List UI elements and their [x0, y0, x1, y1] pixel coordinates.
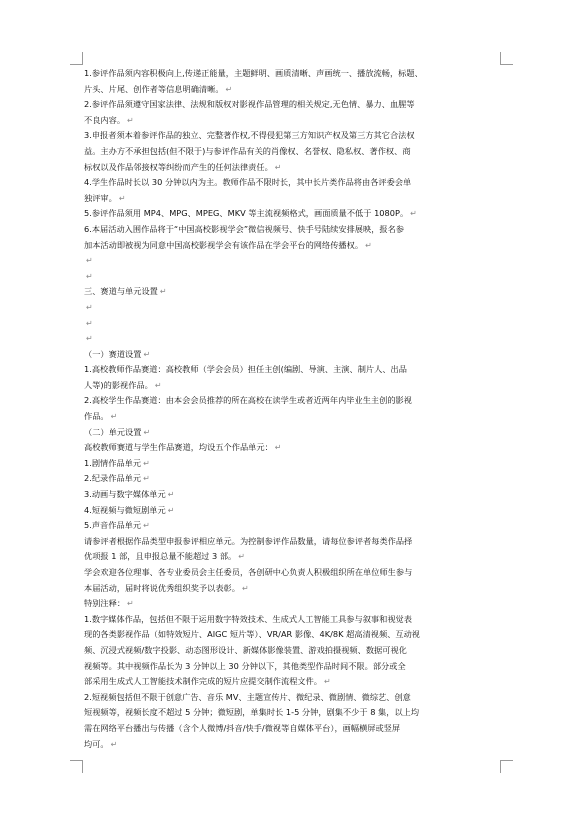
line-text: 本届活动，届时将说优秀组织奖予以表彰。: [84, 582, 240, 593]
crop-mark-bottom-left: [70, 760, 83, 773]
line-text: 三、赛道与单元设置: [84, 286, 158, 297]
line-text: 短视频等，视频长度不超过 5 分钟；微短剧，单集时长 1-5 分钟，剧集不少于 8 集，以上均: [84, 707, 420, 718]
line-text: 3.申报者须本着参评作品的独立、完整著作权,不得侵犯第三方知识产权及第三方其它合法权: [84, 130, 415, 141]
paragraph-mark-icon: ↵: [167, 505, 175, 515]
line-text: 特别注释：: [84, 598, 126, 609]
text-line: [84, 456, 506, 472]
line-text: 1.数字媒体作品，包括但不限于运用数字特效技术、生成式人工智能工具参与叙事和视觉表: [84, 613, 412, 624]
paragraph-mark-icon: ↵: [86, 334, 93, 344]
line-text: 加本活动即被视为同意中国高校影视学会有该作品在学会平台的网络传播权。: [84, 239, 364, 250]
line-text: 1.剧情作品单元: [84, 457, 142, 468]
crop-mark-top-right: [500, 52, 513, 65]
paragraph-mark-icon: ↵: [238, 552, 246, 562]
text-line: [84, 549, 506, 565]
text-line: [84, 581, 506, 597]
text-line: [84, 160, 506, 176]
line-text: 片头、片尾、创作者等信息明确清晰。: [84, 83, 224, 94]
line-text: 学会欢迎各位理事、各专业委员会主任委员，各创研中心负责人积极组织所在单位师生参与: [84, 567, 413, 577]
text-line: [84, 425, 506, 441]
line-text: 独评审。: [84, 192, 117, 203]
text-line: [84, 66, 506, 82]
paragraph-mark-icon: ↵: [86, 302, 93, 312]
text-line: [84, 144, 506, 160]
paragraph-mark-icon: ↵: [410, 209, 417, 219]
line-text: 5.参评作品须用 MP4、MPG、MPEG、MKV 等主流视频格式，画面质量不低于 1080P。: [84, 208, 409, 219]
paragraph-mark-icon: ↵: [86, 318, 93, 328]
paragraph-mark-icon: ↵: [241, 583, 249, 593]
text-line: [84, 362, 506, 378]
line-text: 2.参评作品须遵守国家法律、法规和版权对影视作品管理的相关规定,无色情、暴力、血腥等: [84, 99, 415, 110]
line-text: 需在网络平台播出与传播（含个人微博/抖音/快手/微视等自媒体平台），画幅横屏或竖屏: [84, 722, 401, 733]
line-text: 2.纪录作品单元: [84, 473, 142, 484]
paragraph-mark-icon: ↵: [154, 380, 162, 390]
paragraph-mark-icon: ↵: [127, 599, 134, 609]
text-line: [84, 674, 506, 690]
paragraph-mark-icon: ↵: [159, 287, 167, 297]
text-line: [84, 128, 506, 144]
text-line: [84, 82, 506, 98]
paragraph-mark-icon: ↵: [143, 521, 150, 531]
text-line: [84, 440, 506, 456]
paragraph-mark-icon: ↵: [86, 271, 93, 281]
line-text: （二）单元设置: [84, 426, 142, 437]
paragraph-mark-icon: ↵: [274, 443, 282, 453]
line-text: 人等)的影视作品。: [84, 379, 153, 390]
paragraph-mark-icon: ↵: [143, 474, 150, 484]
text-line: [84, 690, 506, 706]
text-line: [84, 487, 506, 503]
crop-mark-bottom-right: [500, 760, 513, 773]
paragraph-mark-icon: ↵: [274, 162, 282, 172]
text-line: [84, 659, 506, 675]
line-text: 4.短视频与微短剧单元: [84, 504, 166, 515]
paragraph-mark-icon: ↵: [365, 240, 372, 250]
line-text: 5.声音作品单元: [84, 520, 142, 531]
text-line: [84, 721, 506, 737]
text-line: [84, 206, 506, 222]
paragraph-mark-icon: ↵: [324, 677, 331, 687]
text-line: [84, 643, 506, 659]
text-line: [84, 705, 506, 721]
line-text: （一）赛道设置: [84, 348, 142, 359]
text-line: [84, 393, 506, 409]
paragraph-mark-icon: ↵: [86, 256, 93, 266]
text-line: [84, 316, 506, 332]
text-line: [84, 238, 506, 254]
text-line: [84, 97, 506, 113]
line-text: 1.高校教师作品赛道：高校教师（学会会员）担任主创(编剧、导演、主演、制片人、出品: [84, 364, 407, 375]
text-line: [84, 347, 506, 363]
text-line: [84, 534, 506, 550]
document-body[interactable]: [84, 66, 506, 752]
text-line: [84, 612, 506, 628]
text-line: [84, 471, 506, 487]
paragraph-mark-icon: ↵: [110, 412, 118, 422]
text-line: [84, 409, 506, 425]
line-text: 2.高校学生作品赛道：由本会会员推荐的所在高校在读学生或者近两年内毕业生主创的影视: [84, 395, 412, 406]
line-text: 2.短视频包括但不限于创意广告、音乐 MV、主题宣传片、微纪录、微剧情、微综艺、创意: [84, 691, 411, 702]
line-text: 均可。: [84, 738, 109, 749]
paragraph-mark-icon: ↵: [143, 427, 151, 437]
text-line: [84, 175, 506, 191]
line-text: 3.动画与数字媒体单元: [84, 489, 166, 500]
line-text: 请参评者根据作品类型申报参评相应单元。为控制参评作品数量，请每位参评者每类作品择: [84, 535, 413, 546]
text-line: [84, 300, 506, 316]
line-text: 现的各类影视作品（如特效短片、AIGC 短片等）、VR/AR 影像、4K/8K 超高清视频、互动视: [84, 629, 421, 640]
text-line: [84, 331, 506, 347]
line-text: 益。主办方不承担包括(但不限于)与参评作品有关的肖像权、名誉权、隐私权、著作权、商: [84, 145, 411, 156]
text-line: [84, 269, 506, 285]
line-text: 频、沉浸式视频/数字投影、动态图形设计、新媒体影像装置、游戏拍摄视频、数据可视化: [84, 644, 407, 655]
paragraph-mark-icon: ↵: [143, 349, 151, 359]
line-text: 4.学生作品时长以 30 分钟以内为主。教师作品不限时长，其中长片类作品将由各评委会单: [84, 177, 412, 188]
line-text: 部采用生成式人工智能技术制作完成的短片应提交制作流程文件。: [84, 676, 323, 687]
paragraph-mark-icon: ↵: [167, 490, 175, 500]
text-line: [84, 222, 506, 238]
text-line: [84, 627, 506, 643]
text-line: [84, 737, 506, 753]
paragraph-mark-icon: ↵: [110, 739, 118, 749]
line-text: 优项报 1 部，且申报总量不能超过 3 部。: [84, 551, 237, 562]
line-text: 高校教师赛道与学生作品赛道，均设五个作品单元：: [84, 442, 273, 453]
line-text: 作品。: [84, 411, 109, 422]
paragraph-mark-icon: ↵: [143, 458, 150, 468]
line-text: 视频等。其中视频作品长为 3 分钟以上 30 分钟以下，其他类型作品时间不限。部分或全: [84, 660, 406, 671]
paragraph-mark-icon: ↵: [225, 84, 233, 94]
line-text: 不良内容。: [84, 114, 126, 125]
line-text: 标权以及作品邻接权等纠纷而产生的任何法律责任。: [84, 161, 273, 172]
text-line: [84, 503, 506, 519]
text-line: [84, 518, 506, 534]
text-line: [84, 113, 506, 129]
text-line: [84, 378, 506, 394]
text-line: [84, 565, 506, 581]
line-text: 1.参评作品须内容积极向上,传递正能量，主题鲜明、画质清晰、声画统一、播放流畅，标题、: [84, 68, 423, 78]
crop-mark-top-left: [70, 52, 83, 65]
text-line: [84, 284, 506, 300]
paragraph-mark-icon: ↵: [118, 193, 126, 203]
text-line: [84, 253, 506, 269]
text-line: [84, 596, 506, 612]
line-text: 6.本届活动入围作品将于“中国高校影视学会”微信视频号、快手号陆续安排展映，报名参: [84, 223, 405, 234]
text-line: [84, 191, 506, 207]
paragraph-mark-icon: ↵: [127, 115, 134, 125]
